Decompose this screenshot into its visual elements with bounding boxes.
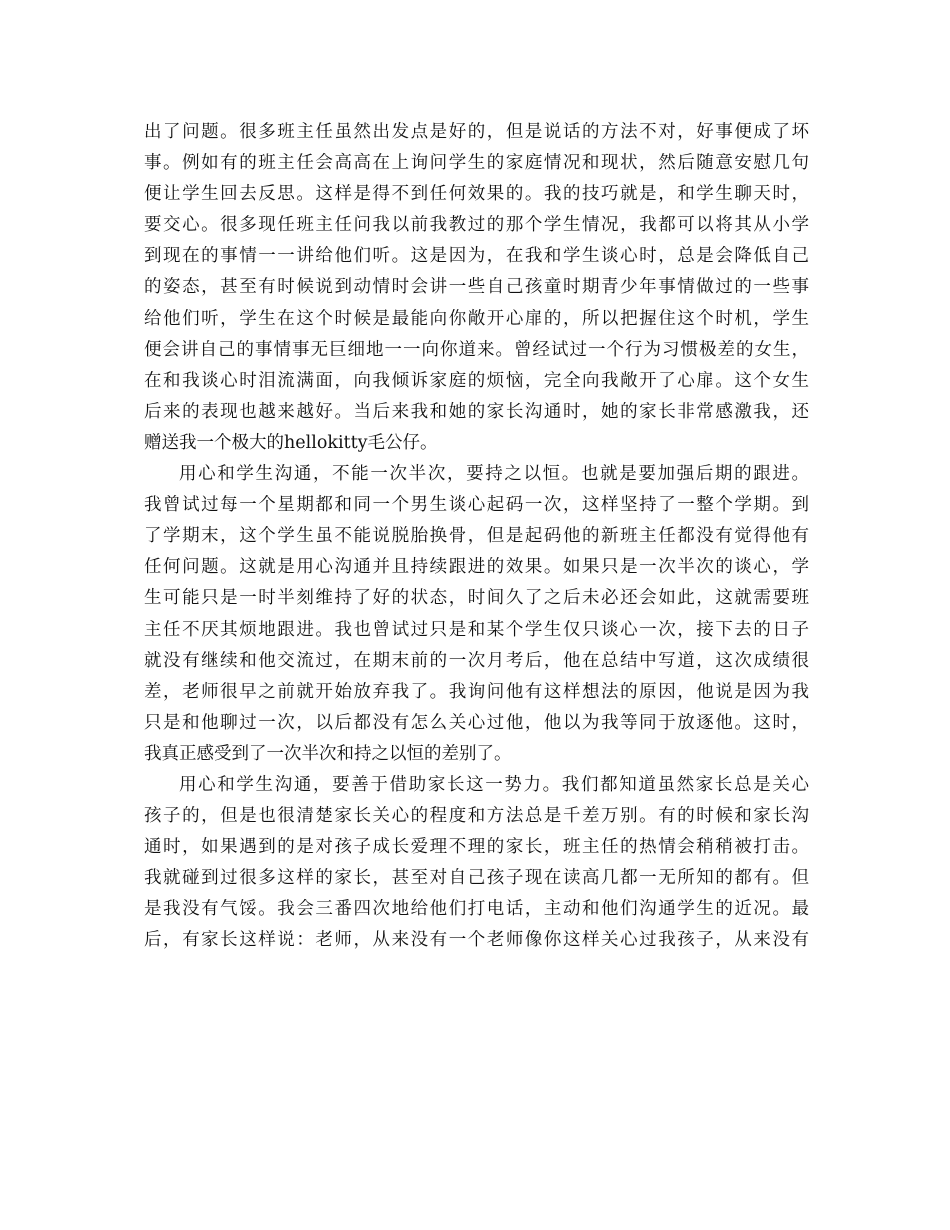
text-line: 主任不厌其烦地跟进。我也曾试过只是和某个学生仅只谈心一次，接下去的日子 (144, 619, 809, 640)
text-line: 只是和他聊过一次，以后都没有怎么关心过他，他以为我等同于放逐他。这时， (144, 712, 809, 733)
text-line: 要交心。很多现任班主任问我以前我教过的那个学生情况，我都可以将其从小学 (144, 215, 809, 236)
body-text (144, 117, 809, 957)
text-line: 便让学生回去反思。这样是得不到任何效果的。我的技巧就是，和学生聊天时， (144, 184, 809, 205)
text-line: 孩子的，但是也很清楚家长关心的程度和方法总是千差万别。有的时候和家长沟 (144, 806, 809, 827)
text-line: 事。例如有的班主任会高高在上询问学生的家庭情况和现状，然后随意安慰几句 (144, 153, 809, 174)
text-line: 差，老师很早之前就开始放弃我了。我询问他有这样想法的原因，他说是因为我 (144, 681, 809, 702)
paragraph-first-line: 用心和学生沟通，不能一次半次，要持之以恒。也就是要加强后期的跟进。 (179, 464, 809, 485)
text-line: 是我没有气馁。我会三番四次地给他们打电话，主动和他们沟通学生的近况。最 (144, 899, 809, 920)
text-line: 后来的表现也越来越好。当后来我和她的家长沟通时，她的家长非常感激我，还 (144, 401, 809, 422)
text-line: 就没有继续和他交流过，在期末前的一次月考后，他在总结中写道，这次成绩很 (144, 650, 809, 671)
text-line: 到现在的事情一一讲给他们听。这是因为，在我和学生谈心时，总是会降低自己 (144, 246, 809, 267)
text-line: 我曾试过每一个星期都和同一个男生谈心起码一次，这样坚持了一整个学期。到 (144, 495, 809, 516)
paragraph-first-line: 用心和学生沟通，要善于借助家长这一势力。我们都知道虽然家长总是关心 (179, 774, 809, 795)
text-line: 在和我谈心时泪流满面，向我倾诉家庭的烦恼，完全向我敞开了心扉。这个女生 (144, 370, 809, 391)
text-line: 我就碰到过很多这样的家长，甚至对自己孩子现在读高几都一无所知的都有。但 (144, 868, 809, 889)
text-line: 赠送我一个极大的hellokitty毛公仔。 (144, 432, 438, 453)
text-line: 出了问题。很多班主任虽然出发点是好的，但是说话的方法不对，好事便成了坏 (144, 122, 809, 142)
text-line: 我真正感受到了一次半次和持之以恒的差别了。 (144, 743, 512, 764)
text-line: 的姿态，甚至有时候说到动情时会讲一些自己孩童时期青少年事情做过的一些事 (144, 277, 809, 298)
text-line: 任何问题。这就是用心沟通并且持续跟进的效果。如果只是一次半次的谈心，学 (144, 557, 809, 578)
text-line: 后，有家长这样说：老师，从来没有一个老师像你这样关心过我孩子，从来没有 (144, 930, 809, 951)
text-line: 通时，如果遇到的是对孩子成长爱理不理的家长，班主任的热情会稍稍被打击。 (144, 837, 809, 858)
text-line: 给他们听，学生在这个时候是最能向你敞开心扉的，所以把握住这个时机，学生 (144, 308, 809, 329)
text-line: 生可能只是一时半刻维持了好的状态，时间久了之后未必还会如此，这就需要班 (144, 588, 809, 609)
text-line: 了学期末，这个学生虽不能说脱胎换骨，但是起码他的新班主任都没有觉得他有 (144, 526, 809, 547)
text-line: 便会讲自己的事情事无巨细地一一向你道来。曾经试过一个行为习惯极差的女生， (144, 339, 809, 360)
